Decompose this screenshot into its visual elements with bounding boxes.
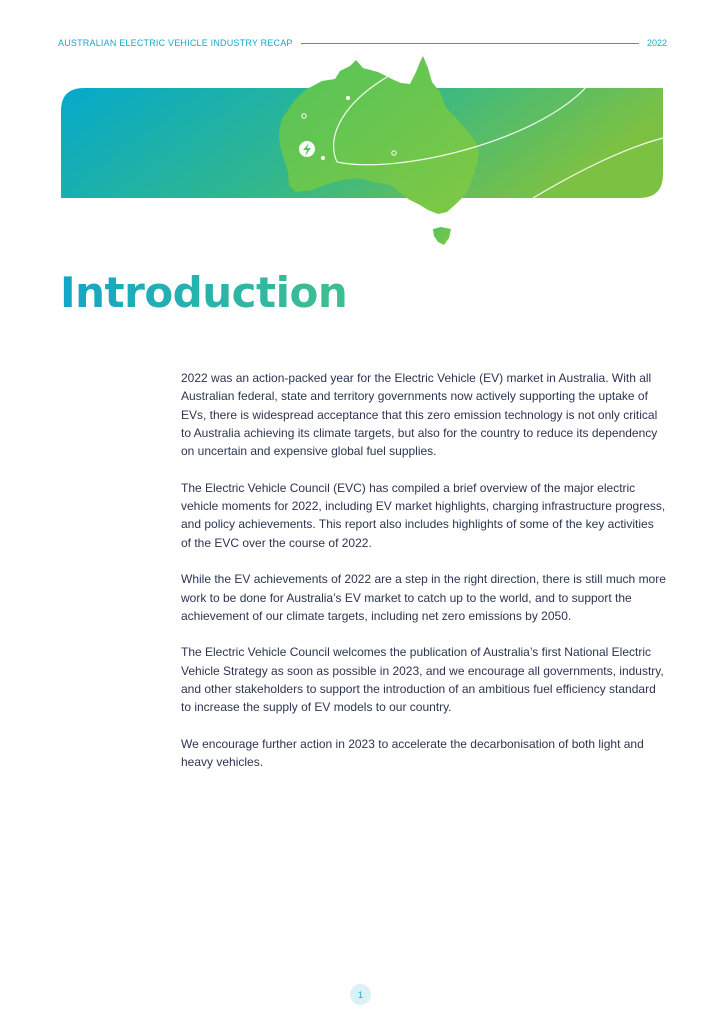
page-title: Introduction — [60, 268, 348, 317]
map-dot — [346, 96, 350, 100]
header-rule — [301, 43, 639, 44]
lightning-bolt-icon — [299, 141, 315, 157]
paragraph: While the EV achievements of 2022 are a step in the right direction, there is still much more work to be done for Australia’s EV market to catch up to the world, and to support the achievement of our climate targets, including net zero emissions by 2050. — [181, 572, 666, 623]
page-header — [58, 36, 667, 50]
body-text — [181, 369, 667, 790]
header-title: AUSTRALIAN ELECTRIC VEHICLE INDUSTRY RECAP — [58, 38, 293, 48]
hero-banner — [0, 54, 724, 250]
paragraph: 2022 was an action-packed year for the Electric Vehicle (EV) market in Australia. With all Australian federal, state and territory governments now actively supporting the uptake of EVs, there is widespread acceptance that this zero emission technology is not only critical to Australia achieving its climate targets, but also for the country to reduce its dependency on uncertain and expensive global fuel supplies. — [181, 371, 658, 459]
header-year: 2022 — [646, 38, 667, 48]
map-dot — [321, 156, 325, 160]
paragraph: We encourage further action in 2023 to accelerate the decarbonisation of both light and heavy vehicles. — [181, 736, 644, 770]
paragraph: The Electric Vehicle Council welcomes the publication of Australia’s first National Electric Vehicle Strategy as soon as possible in 2023, and we encourage all governments, industry, and other stakeholders to support the introduction of an ambitious fuel efficiency standard to increase the supply of EV models to our country. — [181, 645, 664, 715]
page-number: 1 — [350, 984, 371, 1005]
paragraph: The Electric Vehicle Council (EVC) has compiled a brief overview of the major electric vehicle moments for 2022, including EV market highlights, charging infrastructure progress, and policy achievements. This report also includes highlights of some of the key activities of the EVC over the course of 2022. — [181, 480, 666, 550]
